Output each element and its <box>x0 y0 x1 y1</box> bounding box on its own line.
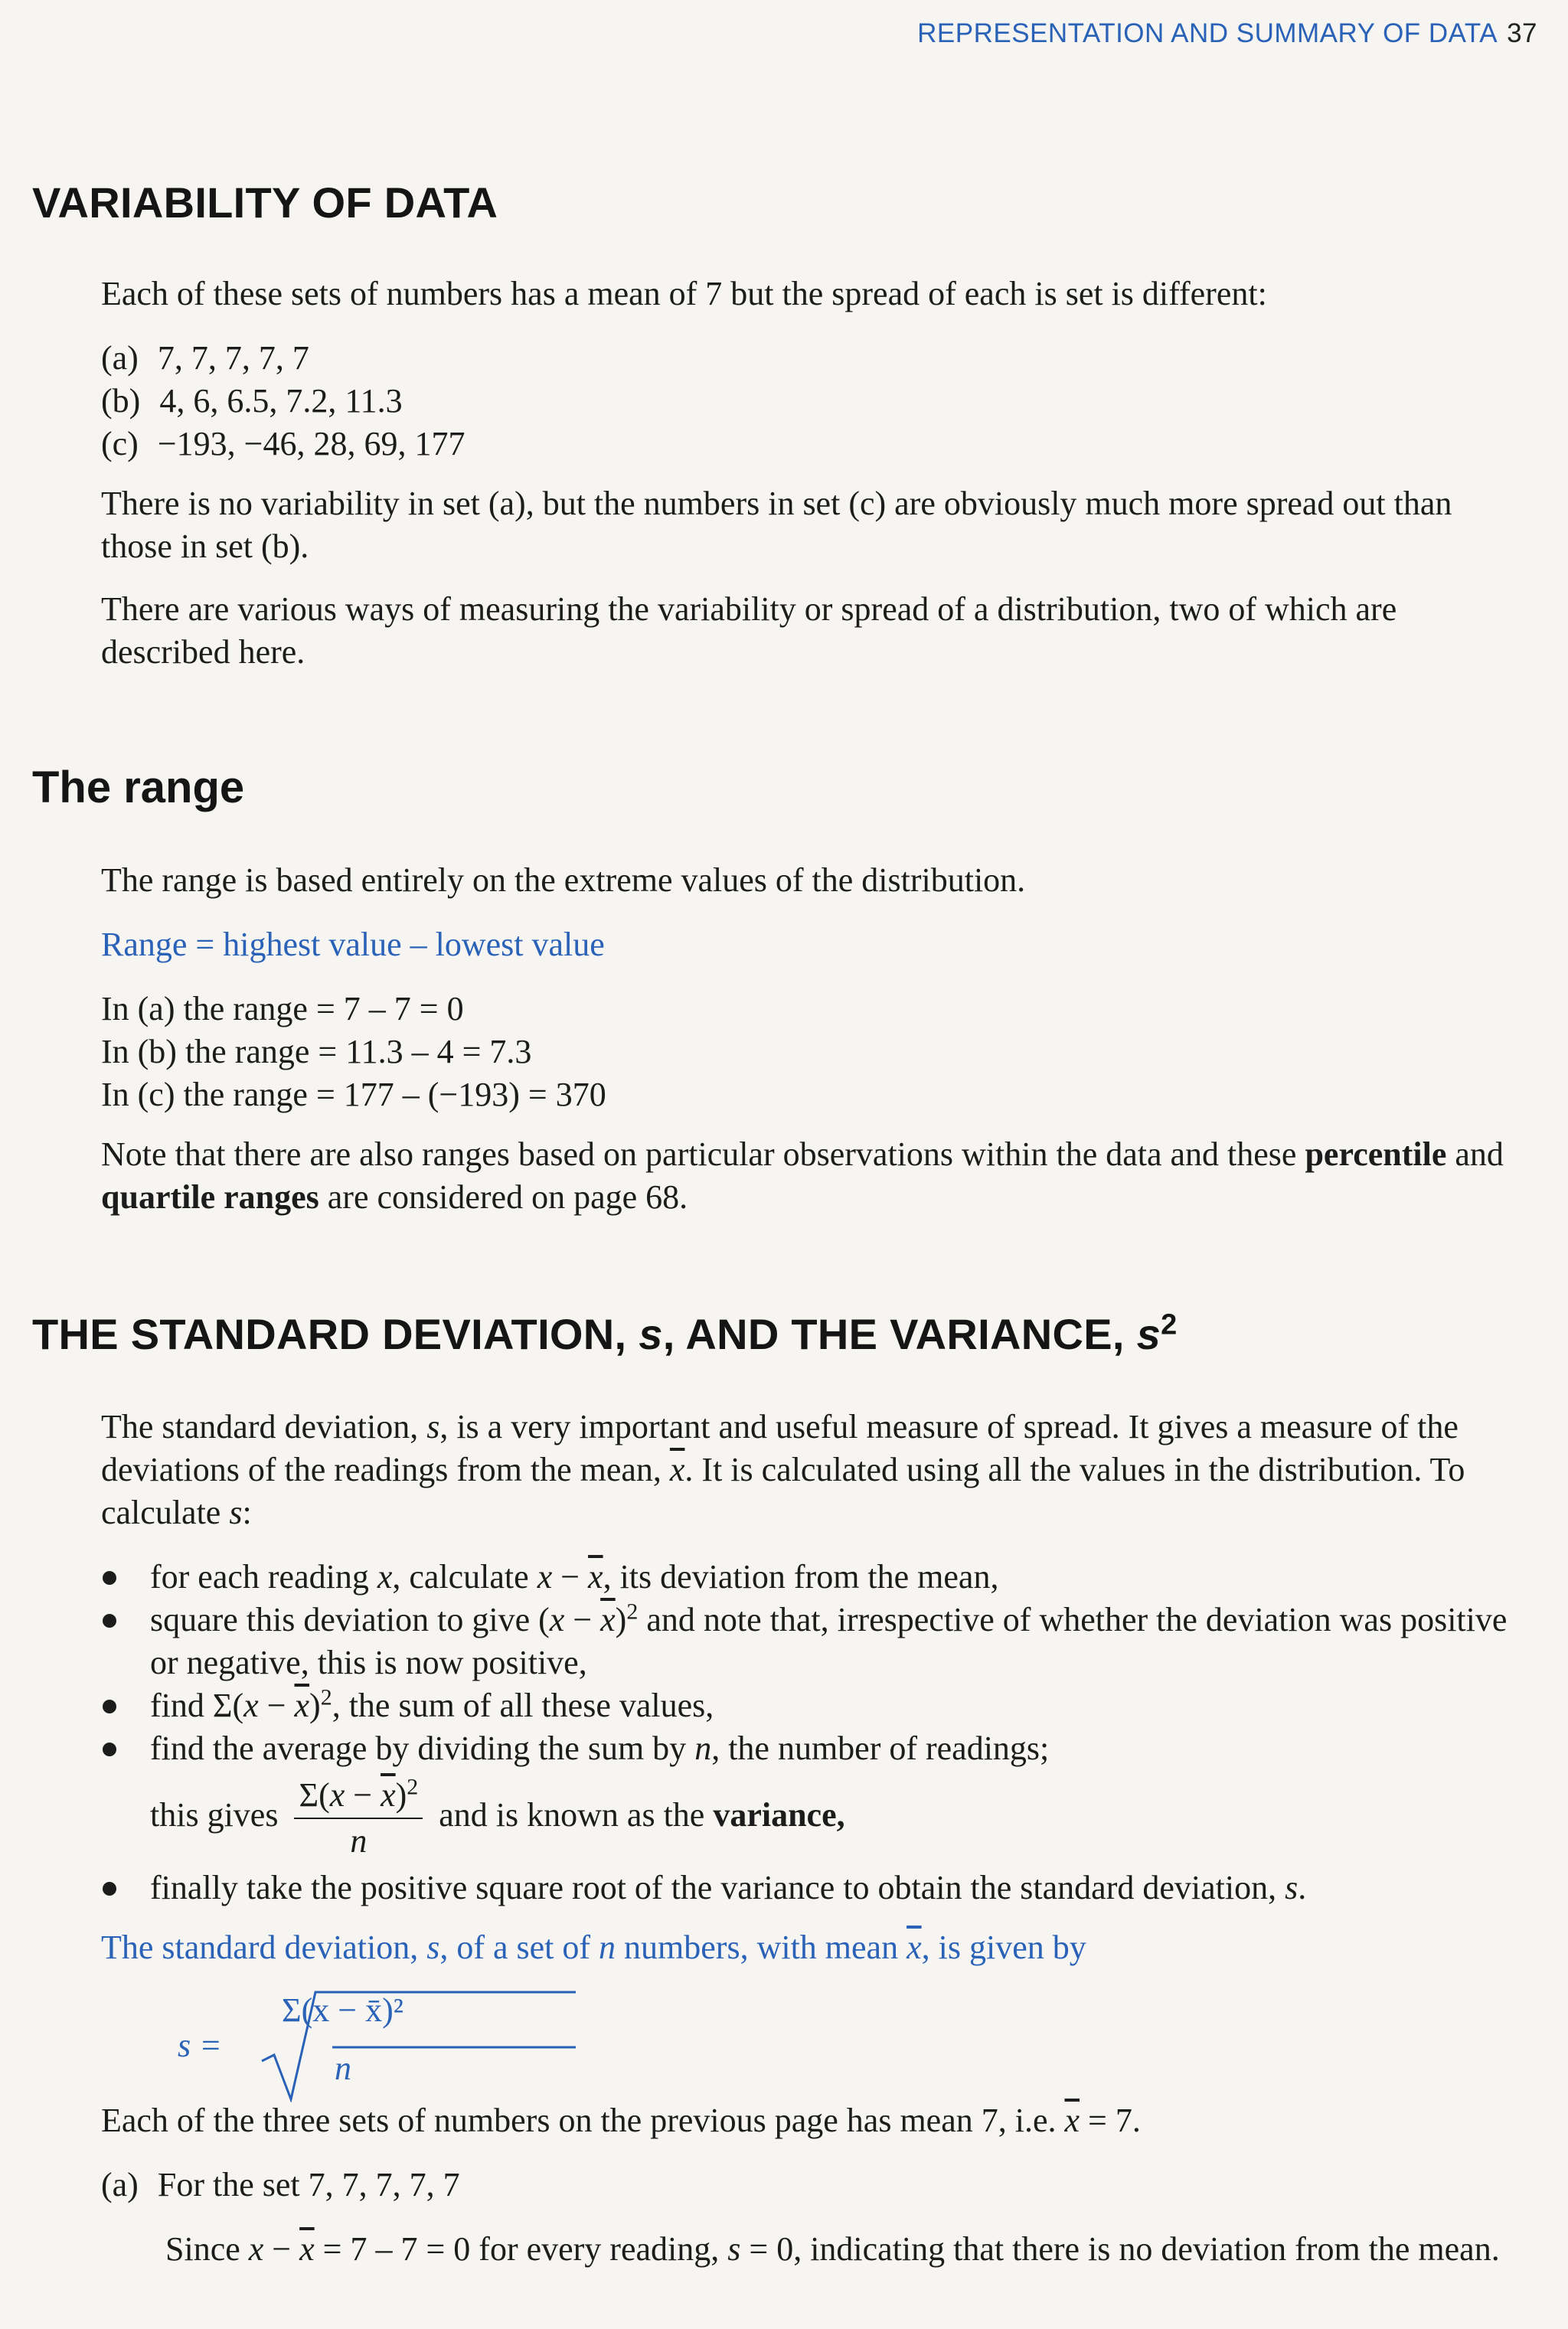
definition-text: numbers, with mean <box>624 1929 899 1966</box>
step-text: . <box>1298 1869 1307 1906</box>
intro-symbol: s <box>426 1408 440 1445</box>
running-head <box>917 18 1537 49</box>
variability-paragraph-2: There are various ways of measuring the variability or spread of a distribution, two of which are described here. <box>101 590 1397 671</box>
stddev-definition <box>101 1926 1525 1969</box>
stddev-steps <box>101 1556 1540 1909</box>
definition-symbol: s <box>426 1929 440 1966</box>
set-b <box>101 380 403 423</box>
variability-intro: Each of these sets of numbers has a mean of 7 but the spread of each is set is different: <box>101 275 1267 312</box>
variance-term: variance, <box>713 1796 845 1834</box>
step-deviation: for each reading x, calculate $x - \overline{x}$, its deviation from the mean, <box>101 1556 1540 1599</box>
note-quartile-ranges: quartile ranges <box>101 1178 319 1216</box>
step-text: finally take the positive square root of the variance to obtain the standard deviation, <box>150 1869 1277 1906</box>
step-text: for each reading <box>150 1558 369 1596</box>
range-example-a: In (a) the range = 7 – 7 = 0 <box>101 990 464 1027</box>
heading-text: , AND THE VARIANCE, <box>662 1310 1125 1358</box>
variance-fraction: $\frac{\Sigma(x - \overline{x})^2}{n}$ <box>294 1776 423 1860</box>
set-a <box>101 337 309 380</box>
range-example-b: In (b) the range = 11.3 – 4 = 7.3 <box>101 1033 532 1070</box>
step-text: find <box>150 1687 204 1724</box>
definition-xbar: $\overline{x}$ <box>906 1929 922 1966</box>
heading-symbol: s <box>639 1310 663 1358</box>
set-text: For the set 7, 7, 7, 7, 7 <box>157 2166 460 2203</box>
range-formula: Range = highest value – lowest value <box>101 926 605 963</box>
set-values: 4, 6, 6.5, 7.2, 11.3 <box>159 382 403 420</box>
stddev-heading <box>32 1309 1178 1359</box>
step-text: , calculate <box>392 1558 529 1596</box>
page-number: 37 <box>1507 18 1537 48</box>
set-values: −193, −46, 28, 69, 177 <box>157 425 466 462</box>
definition-text: , is given by <box>921 1929 1086 1966</box>
step-text: find the average by dividing the sum by <box>150 1730 687 1767</box>
range-example-c: In (c) the range = 177 – (−193) = 370 <box>101 1076 606 1113</box>
set-label: (a) <box>101 339 139 377</box>
set-label: (c) <box>101 425 139 462</box>
result-text: = 7 – 7 = 0 for every reading, <box>322 2230 720 2268</box>
set-label: (a) <box>101 2166 139 2203</box>
definition-symbol: n <box>599 1929 616 1966</box>
bullet-icon <box>103 1614 116 1628</box>
stddev-intro <box>101 1406 1525 1534</box>
step-sqrt <box>101 1867 1540 1909</box>
intro-xbar: $\overline{x}$ <box>669 1451 685 1488</box>
heading-superscript: 2 <box>1161 1308 1178 1341</box>
definition-text: The standard deviation, <box>101 1929 419 1966</box>
intro-text: , is a very important and useful measure of spread. It gives a measure of the deviations of the readings from the mean, <box>101 1408 1459 1488</box>
note-percentile: percentile <box>1305 1135 1447 1173</box>
step-square: square this deviation to give $(x - \overline{x})^2$ and note that, irrespective of whether the deviation was positive or negative, this is now positive, <box>101 1599 1540 1684</box>
formula-numerator: Σ(x − x̄)² <box>282 1991 403 2029</box>
set-values: 7, 7, 7, 7, 7 <box>157 339 309 377</box>
bullet-icon <box>103 1882 116 1896</box>
note-text: are considered on page 68. <box>327 1178 688 1216</box>
step-average <box>101 1727 1540 1770</box>
step-text: , the sum of all these values, <box>332 1687 714 1724</box>
intro-text: . It is calculated using all the values in the distribution. To calculate <box>101 1451 1465 1531</box>
result-text: = 0, indicating that there is no deviation from the mean. <box>749 2230 1500 2268</box>
application-text: Each of the three sets of numbers on the previous page has mean 7, i.e. <box>101 2102 1057 2139</box>
step-text: this gives <box>150 1796 279 1834</box>
step-text: , the number of readings; <box>711 1730 1050 1767</box>
step-symbol: s <box>1285 1869 1298 1906</box>
formula-denominator: n <box>335 2050 351 2087</box>
set-c <box>101 423 465 465</box>
range-note <box>101 1133 1525 1219</box>
intro-text: : <box>242 1494 252 1531</box>
result-text: Since <box>165 2230 240 2268</box>
step-variance <box>101 1770 1540 1867</box>
worked-set-a <box>101 2164 460 2207</box>
bullet-icon <box>103 1571 116 1585</box>
set-label: (b) <box>101 382 141 420</box>
step-text: and note that, irrespective of whether the deviation was positive or negative, this is now positive, <box>150 1601 1508 1681</box>
note-text: and <box>1455 1135 1504 1173</box>
step-text: , its deviation from the mean, <box>603 1558 999 1596</box>
bullet-icon <box>103 1700 116 1713</box>
range-intro: The range is based entirely on the extreme values of the distribution. <box>101 861 1026 899</box>
intro-text: The standard deviation, <box>101 1408 419 1445</box>
step-text: square this deviation to give <box>150 1601 531 1638</box>
note-text: Note that there are also ranges based on particular observations within the data and these <box>101 1135 1297 1173</box>
definition-text: , of a set of <box>439 1929 591 1966</box>
variability-heading: VARIABILITY OF DATA <box>32 178 498 227</box>
step-sum: find $\Sigma(x - \overline{x})^2$, the sum of all these values, <box>101 1684 1540 1727</box>
running-head-title: REPRESENTATION AND SUMMARY OF DATA <box>917 18 1498 48</box>
stddev-application: Each of the three sets of numbers on the previous page has mean 7, i.e. $\overline{x} = 7$. <box>101 2102 1141 2139</box>
step-text: and is known as the <box>439 1796 705 1834</box>
bullet-icon <box>103 1743 116 1756</box>
step-symbol: n <box>694 1730 712 1767</box>
range-heading: The range <box>32 763 245 812</box>
formula-lhs: s = <box>178 2027 222 2064</box>
intro-symbol: s <box>229 1494 243 1531</box>
heading-text: THE STANDARD DEVIATION, <box>32 1310 627 1358</box>
application-text: = 7. <box>1088 2102 1141 2139</box>
variability-paragraph-1: There is no variability in set (a), but the numbers in set (c) are obviously much more spread out than those in set (b). <box>101 485 1452 565</box>
worked-set-a-result: Since $x - \overline{x} = 7 - 7 = 0$ for every reading, s = 0, indicating that there is no deviation from the mean. <box>165 2230 1500 2268</box>
heading-symbol: s <box>1136 1310 1161 1358</box>
